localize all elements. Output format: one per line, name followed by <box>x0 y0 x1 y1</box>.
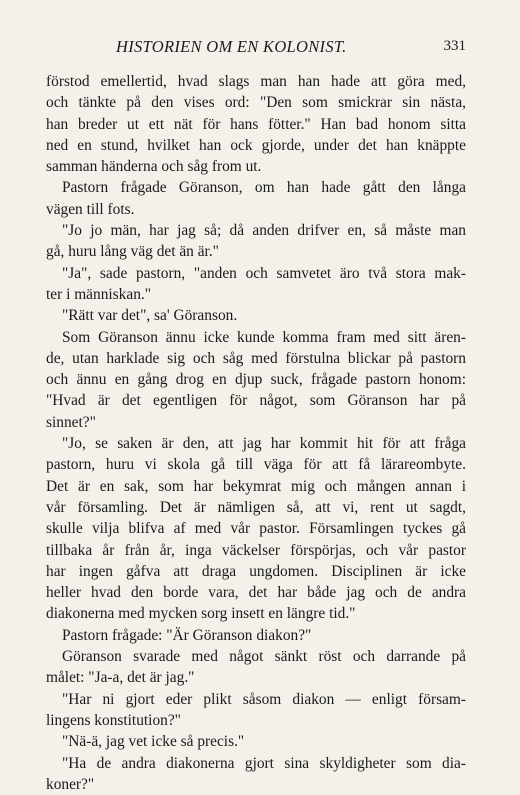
text-line: gå, huru lång väg det än är." <box>46 243 219 261</box>
text-line: vår församling. Det är nämligen så, att vi, rent ut sagdt, <box>46 498 466 516</box>
text-line: vägen till fots. <box>46 200 135 218</box>
text-line: "Jo, se saken är den, att jag har kommit hit för att fråga <box>62 435 466 453</box>
text-line: lingens konstitution?" <box>46 711 181 729</box>
text-line: Som Göranson ännu icke kunde komma fram med sitt ären- <box>62 328 466 346</box>
text-line: tillbaka år från år, inga väckelser förspörjas, och vår pastor <box>46 541 466 559</box>
text-line: han breder ut ett nät för hans fötter." Han bad honom sitta <box>46 115 466 133</box>
text-line: "Jo jo män, har jag så; då anden drifver en, så måste man <box>62 222 466 240</box>
text-line: "Har ni gjort eder plikt såsom diakon — enligt försam- <box>62 690 466 708</box>
text-line: målet: "Ja-a, det är jag." <box>46 669 195 687</box>
text-line: "Nä-ä, jag vet icke så precis." <box>62 733 245 751</box>
text-line: ter i människan." <box>46 285 152 303</box>
text-line: förstod emellertid, hvad slags man han hade att göra med, <box>46 73 466 90</box>
text-line: Pastorn frågade Göranson, om han hade gått den långa <box>62 179 466 197</box>
text-line: de, utan harklade sig och såg med förstulna blickar på pastorn <box>46 349 466 367</box>
text-line: "Hvad är det egentligen för något, som Göranson har på <box>46 392 466 410</box>
text-line: skulle vilja blifva af med vår pastor. Församlingen tyckes gå <box>46 520 466 538</box>
body-text <box>46 71 466 795</box>
text-line: ned en stund, hvilket han ock gjorde, under det han knäppte <box>46 136 466 154</box>
text-line: koner?" <box>46 775 95 793</box>
text-line: och ännu en gång drog en djup suck, frågade pastorn honom: <box>46 371 466 389</box>
text-line: pastorn, huru vi skola gå till väga för att få lärareombyte. <box>46 456 466 474</box>
page-number: 331 <box>443 38 466 54</box>
text-line: Pastorn frågade: "Är Göranson diakon?" <box>62 626 312 644</box>
running-title: HISTORIEN OM EN KOLONIST. <box>116 37 347 56</box>
text-line: samman händerna och såg from ut. <box>46 158 262 176</box>
text-line: diakonerna med mycken sorg insett en längre tid." <box>46 605 356 623</box>
text-line: har ingen gåfva att draga ungdomen. Disciplinen är icke <box>46 562 466 580</box>
text-line: "Rätt var det", sa' Göranson. <box>62 307 238 325</box>
text-line: Det är en sak, som har bekymrat mig och mången annan i <box>46 477 466 495</box>
page-header <box>46 37 466 59</box>
text-line: och tänkte på den vises ord: "Den som smickrar sin nästa, <box>46 94 466 112</box>
text-line: "Ja", sade pastorn, "anden och samvetet äro två stora mak- <box>62 264 466 282</box>
text-line: Göranson svarade med något sänkt röst och darrande på <box>62 648 466 666</box>
text-line: sinnet?" <box>46 413 96 431</box>
text-line: heller hvad den borde vara, det har både jag och de andra <box>46 584 466 602</box>
text-line: "Ha de andra diakonerna gjort sina skyldigheter som dia- <box>62 754 466 772</box>
